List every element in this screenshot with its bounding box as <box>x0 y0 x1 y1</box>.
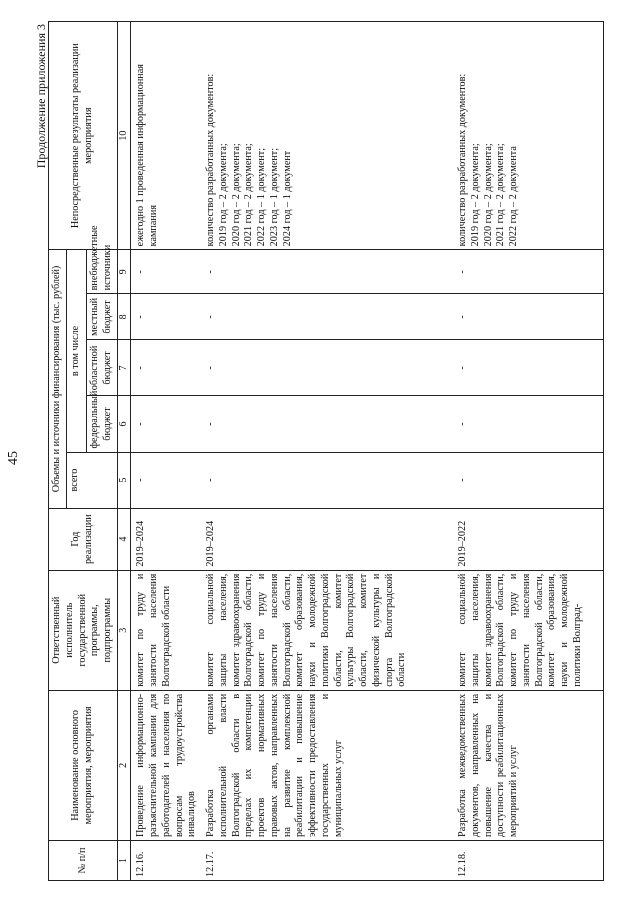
table-row <box>131 22 201 881</box>
header-local: местный бюджет <box>87 294 118 340</box>
col-index: 7 <box>117 340 131 396</box>
row-federal: - <box>201 396 453 452</box>
row-num: 12.18. <box>453 840 603 880</box>
header-extra: внебюджетные источники <box>87 250 118 294</box>
col-index: 9 <box>117 250 131 294</box>
row-federal: - <box>131 396 201 452</box>
funding-table <box>48 21 604 881</box>
col-index: 2 <box>117 690 131 840</box>
col-index: 10 <box>117 22 131 250</box>
row-num: 12.16. <box>131 840 201 880</box>
row-regional: - <box>131 340 201 396</box>
col-index: 6 <box>117 396 131 452</box>
continuation-note: Продолжение приложения 3 <box>34 24 48 169</box>
header-row-1 <box>49 22 67 881</box>
row-extra: - <box>201 250 453 294</box>
col-index: 8 <box>117 294 131 340</box>
header-name: Наименование основного мероприятия, мероприятия <box>49 690 118 840</box>
result-line: 2019 год – 2 документа; <box>469 143 481 247</box>
result-line: 2022 год – 2 документа <box>508 146 519 247</box>
header-regional: областной бюджет <box>87 340 118 396</box>
row-local: - <box>201 294 453 340</box>
row-total: - <box>453 452 603 508</box>
col-index: 5 <box>117 452 131 508</box>
row-extra: - <box>453 250 603 294</box>
header-incl: в том числе <box>66 250 87 452</box>
result-line: количество разработанных документов: <box>205 73 216 247</box>
header-num: № п/п <box>49 840 118 880</box>
table-row <box>453 22 603 881</box>
result-line: 2024 год – 1 документ <box>281 150 293 247</box>
result-line: 2019 год – 2 документа; <box>217 143 229 247</box>
row-extra: - <box>131 250 201 294</box>
result-line: 2021 год – 2 документа; <box>243 143 255 247</box>
header-federal: федеральный бюджет <box>87 396 118 452</box>
result-line: 2020 год – 2 документа; <box>482 143 494 247</box>
row-executor: комитет по труду и занятости населения Волгоградской области <box>131 570 201 690</box>
row-year: 2019–2024 <box>131 508 201 570</box>
header-year: Год реализации <box>49 508 118 570</box>
column-index-row <box>117 22 131 881</box>
row-year: 2019–2022 <box>453 508 603 570</box>
row-num: 12.17. <box>201 840 453 880</box>
row-total: - <box>201 452 453 508</box>
col-index: 4 <box>117 508 131 570</box>
row-executor: комитет социальной защиты населения, комитет здравоохранения Волгоградской области, комитет по труду и занятости населения Волгоградской области, комитет образования, науки и молодежной политики Волград- <box>453 570 603 690</box>
result-line: 2021 год – 2 документа; <box>495 143 507 247</box>
result-line: 2023 год – 1 документ; <box>268 147 280 247</box>
header-funding: Объемы и источники финансирования (тыс. рублей) <box>49 250 67 508</box>
result-line: 2022 год – 1 документ; <box>256 147 267 247</box>
header-result: Непосредственные результаты реализации мероприятия <box>49 22 118 250</box>
page-number: 45 <box>6 451 21 465</box>
row-year: 2019–2024 <box>201 508 453 570</box>
row-regional: - <box>201 340 453 396</box>
row-result <box>201 22 453 250</box>
header-total: всего <box>66 452 117 508</box>
row-result <box>453 22 603 250</box>
col-index: 3 <box>117 570 131 690</box>
result-line: ежегодно 1 проведенная информационная кампания <box>135 64 159 247</box>
row-name: Проведение информационно-разъяснительной кампании для работодателей и населения по вопросам трудоустройства инвалидов <box>131 690 201 840</box>
row-name: Разработка органами исполнительной власти Волгоградской области в пределах их компетенции проектов нормативных правовых актов, направленных на развитие комплексной реабилитации и повышение эффективности предоставления государственных и муниципальных услуг <box>201 690 453 840</box>
row-local: - <box>131 294 201 340</box>
row-name: Разработка межведомственных документов, направленных на повышение качества и доступности реабилитационных мероприятий и услуг <box>453 690 603 840</box>
row-result <box>131 22 201 250</box>
col-index: 1 <box>117 840 131 880</box>
header-executor: Ответственный исполнитель государственной программы, подпрограммы <box>49 570 118 690</box>
row-executor: комитет социальной защиты населения, комитет здравоохранения Волгоградской области, комитет по труду и занятости населения Волгоградской области, комитет образования, науки и молодежной политики Волгоградской области, комитет культуры Волгоградской области, комитет физической культуры и спорта Волгоградской области <box>201 570 453 690</box>
row-federal: - <box>453 396 603 452</box>
row-local: - <box>453 294 603 340</box>
table-row <box>201 22 453 881</box>
row-total: - <box>131 452 201 508</box>
row-regional: - <box>453 340 603 396</box>
result-line: 2020 год – 2 документа; <box>230 143 242 247</box>
result-line: количество разработанных документов: <box>457 73 468 247</box>
